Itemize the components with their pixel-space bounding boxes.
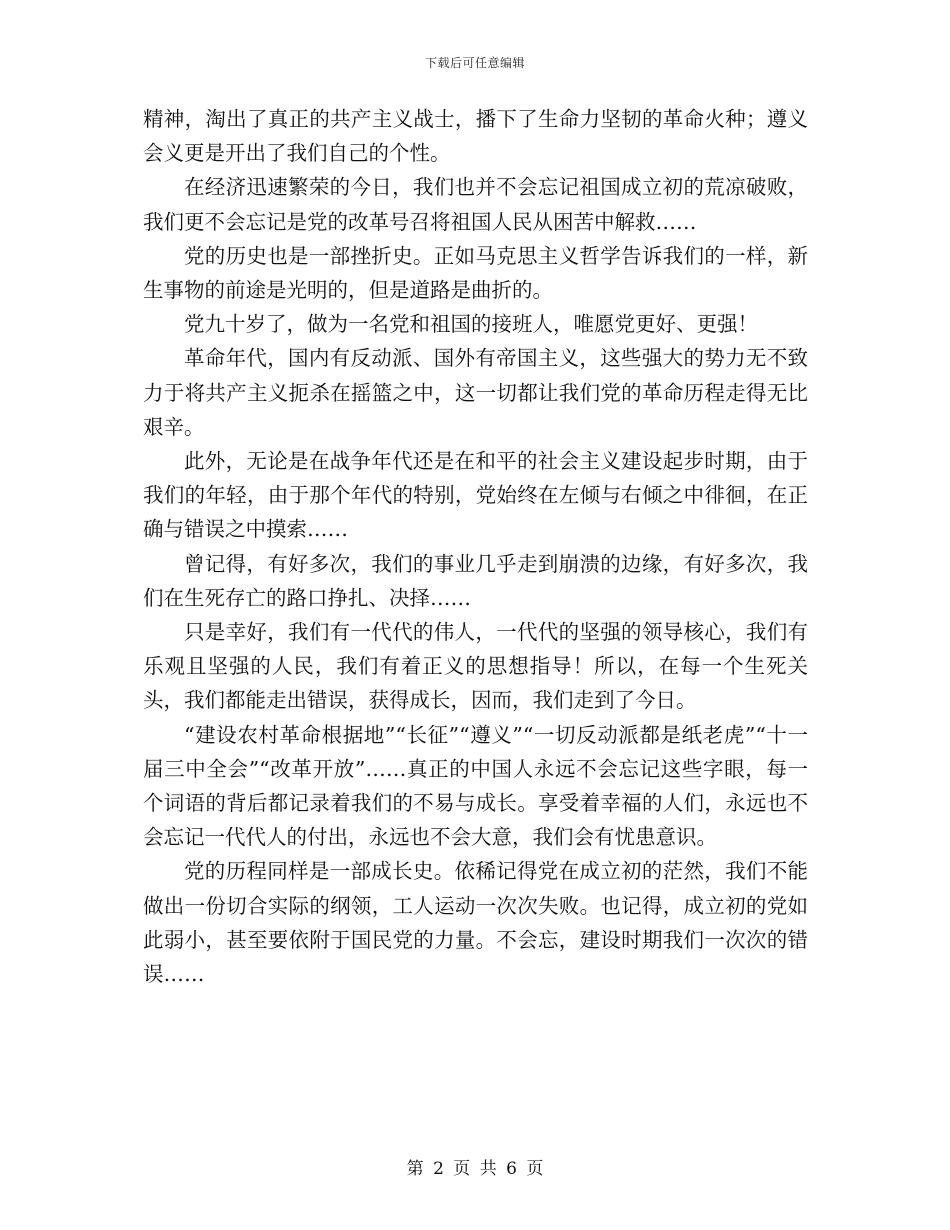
paragraph-10: 党的历程同样是一部成长史。依稀记得党在成立初的茫然，我们不能做出一份切合实际的纲领，工人运动一次次失败。也记得，成立初的党如此弱小，甚至要依附于国民党的力量。不会忘，建设时期我们一次次的错误…… <box>143 859 808 987</box>
paragraph-9: “建设农村革命根据地”“长征”“遵义”“一切反动派都是纸老虎”“十一届三中全会”“改革开放”……真正的中国人永远不会忘记这些字眼，每一个词语的背后都记录着我们的不易与成长。享受着幸福的人们，永远也不会忘记一代代人的付出，永远也不会大意，我们会有忧患意识。 <box>143 722 808 850</box>
paragraph-8: 只是幸好，我们有一代代的伟人，一代代的坚强的领导核心，我们有乐观且坚强的人民，我们有着正义的思想指导！所以，在每一个生死关头，我们都能走出错误，获得成长，因而，我们走到了今日。 <box>143 620 808 713</box>
paragraph-2: 在经济迅速繁荣的今日，我们也并不会忘记祖国成立初的荒凉破败，我们更不会忘记是党的改革号召将祖国人民从困苦中解救…… <box>143 175 808 234</box>
paragraph-5: 革命年代，国内有反动派、国外有帝国主义，这些强大的势力无不致力于将共产主义扼杀在摇篮之中，这一切都让我们党的革命历程走得无比艰辛。 <box>143 346 808 439</box>
page-header: 下载后可任意编辑 <box>424 56 525 70</box>
paragraph-7: 曾记得，有好多次，我们的事业几乎走到崩溃的边缘，有好多次，我们在生死存亡的路口挣扎、决择…… <box>143 551 808 610</box>
paragraph-3: 党的历史也是一部挫折史。正如马克思主义哲学告诉我们的一样，新生事物的前途是光明的，但是道路是曲折的。 <box>143 243 808 303</box>
paragraph-6: 此外，无论是在战争年代还是在和平的社会主义建设起步时期，由于我们的年轻，由于那个年代的特别，党始终在左倾与右倾之中徘徊，在正确与错误之中摸索…… <box>143 449 808 542</box>
paragraph-1: 精神，淘出了真正的共产主义战士，播下了生命力坚韧的革命火种；遵义会义更是开出了我们自己的个性。 <box>143 107 808 166</box>
page-number-footer: 第 2 页 共 6 页 <box>406 1159 544 1179</box>
body-text <box>143 102 808 991</box>
paragraph-4: 党九十岁了，做为一名党和祖国的接班人，唯愿党更好、更强！ <box>184 312 758 337</box>
